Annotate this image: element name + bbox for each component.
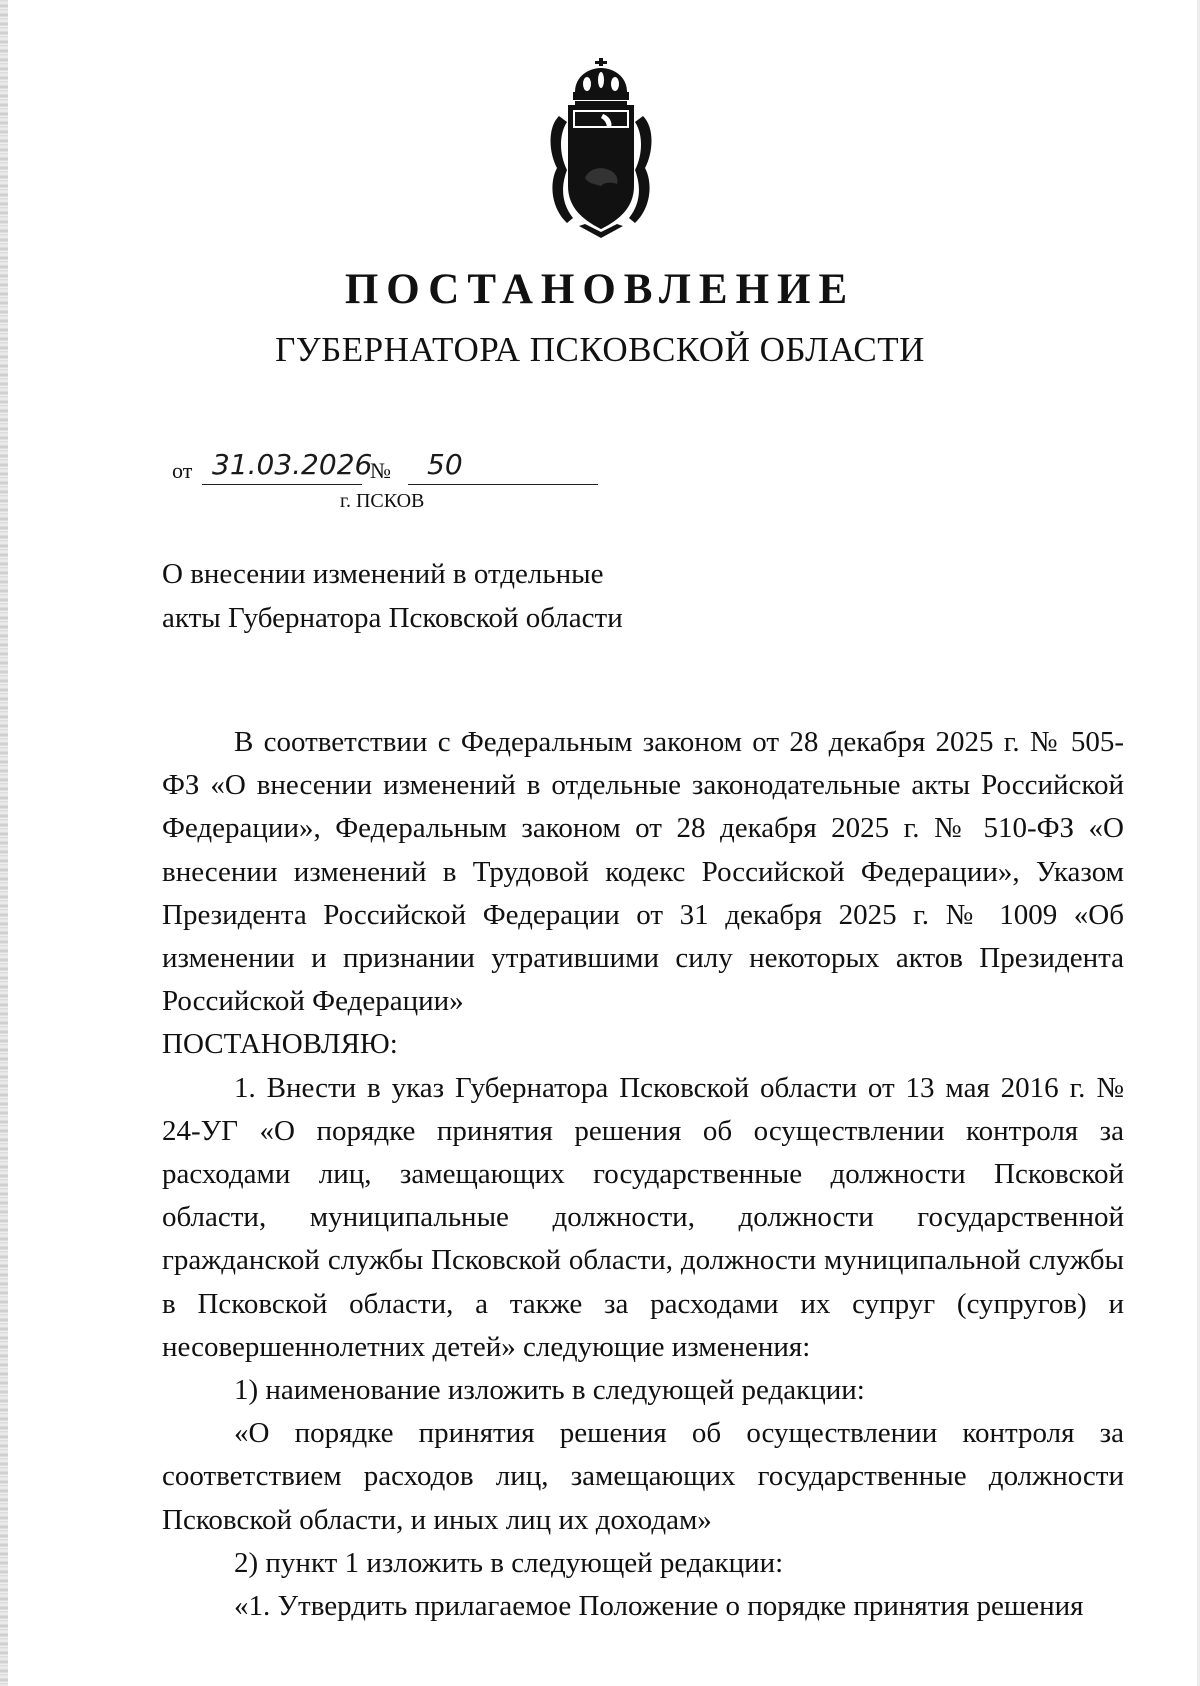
- scan-edge: [0, 0, 8, 1686]
- document-number: 50: [427, 448, 463, 481]
- number-sign: №: [370, 458, 391, 483]
- preamble-paragraph: В соответствии с Федеральным законом от 28 декабря 2025 г. № 505-ФЗ «О внесении изменений в отдельные законодательные акты Российской Федерации», Федеральным законом от 28 декабря 2025 г. № 510-ФЗ «О внесении изменений в Трудовой кодекс Российской Федерации», Указом Президента Российской Федерации от 31 декабря 2025 г. № 1009 «Об изменении и признании утратившими силу некоторых актов Президента Российской Федерации»: [162, 726, 1124, 1018]
- body-paragraph: «О порядке принятия решения об осуществлении контроля за соответствием расходов лиц, замещающих государственные должности Псковской области, и иных лиц их доходам»: [162, 1417, 1124, 1536]
- pskov-coat-of-arms-icon: [545, 58, 657, 243]
- document-body: [162, 721, 1124, 1628]
- resolution-word: ПОСТАНОВЛЯЮ:: [162, 1028, 398, 1061]
- document-subject: [162, 552, 662, 640]
- document-date: 31.03.2026: [212, 448, 373, 481]
- date-number-line: [172, 448, 572, 488]
- body-paragraph: 2) пункт 1 изложить в следующей редакции:: [234, 1546, 784, 1579]
- number-underline: [408, 484, 598, 485]
- date-underline: [202, 484, 362, 485]
- subject-line: О внесении изменений в отдельные: [162, 558, 604, 590]
- document-subtitle: ГУБЕРНАТОРА ПСКОВСКОЙ ОБЛАСТИ: [275, 330, 925, 369]
- date-prefix: от: [172, 458, 193, 483]
- body-paragraph: 1) наименование изложить в следующей редакции:: [234, 1374, 865, 1407]
- body-paragraph: «1. Утвердить прилагаемое Положение о порядке принятия решения: [234, 1590, 1084, 1623]
- body-paragraph: 1. Внести в указ Губернатора Псковской области от 13 мая 2016 г. № 24-УГ «О порядке принятия решения об осуществлении контроля за расходами лиц, замещающих государственные должности Псковской области, муниципальные должности, должности государственной гражданской службы Псковской области, должности муниципальной службы в Псковской области, а также за расходами их супруг (супругов) и несовершеннолетних детей» следующие изменения:: [162, 1071, 1124, 1363]
- document-title: ПОСТАНОВЛЕНИЕ: [344, 266, 856, 313]
- subject-line: акты Губернатора Псковской области: [162, 602, 623, 634]
- city: г. ПСКОВ: [340, 490, 425, 512]
